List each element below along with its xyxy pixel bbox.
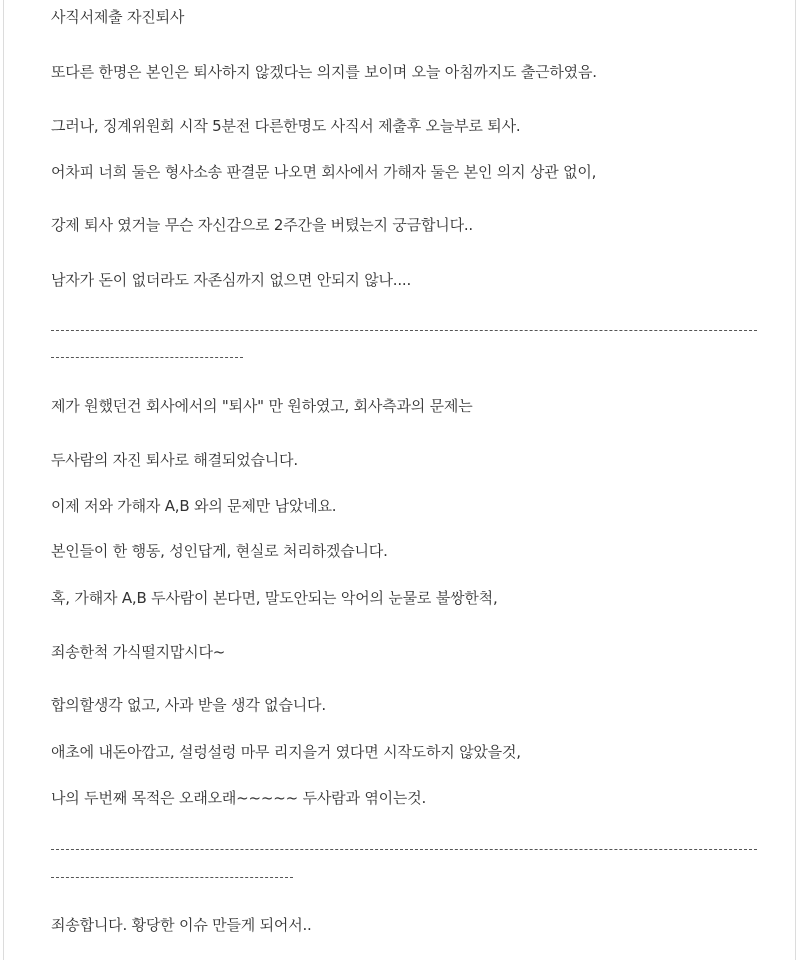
post-frame (3, 0, 796, 960)
dashed-divider (51, 357, 243, 358)
post-text-line: 합의할생각 없고, 사과 받을 생각 없습니다. (51, 696, 326, 714)
post-text-line: 죄송한척 가식떨지맙시다~ (51, 643, 226, 661)
post-text-line: 애초에 내돈아깝고, 설렁설렁 마무 리지을거 였다면 시작도하지 않았을것, (51, 743, 521, 761)
post-text-line: 본인들이 한 행동, 성인답게, 현실로 처리하겠습니다. (51, 542, 388, 560)
post-text-line: 혹, 가해자 A,B 두사람이 본다면, 말도안되는 악어의 눈물로 불쌍한척, (51, 589, 498, 607)
post-text-line: 남자가 돈이 없더라도 자존심까지 없으면 안되지 않나.... (51, 271, 412, 289)
post-text-line: 제가 원했던건 회사에서의 "퇴사" 만 원하였고, 회사측과의 문제는 (51, 397, 473, 415)
post-title-line: 사직서제출 자진퇴사 (51, 8, 185, 26)
dashed-divider (51, 877, 293, 878)
post-text-line: 또다른 한명은 본인은 퇴사하지 않겠다는 의지를 보이며 오늘 아침까지도 출근하였음. (51, 63, 597, 81)
post-text-line: 어차피 너희 둘은 형사소송 판결문 나오면 회사에서 가해자 둘은 본인 의지 상관 없이, (51, 163, 597, 181)
post-text-line: 나의 두번째 목적은 오래오래~~~~~ 두사람과 엮이는것. (51, 789, 427, 807)
post-text-line: 그러나, 징계위원회 시작 5분전 다른한명도 사직서 제출후 오늘부로 퇴사. (51, 117, 521, 135)
post-text-line: 이제 저와 가해자 A,B 와의 문제만 남았네요. (51, 497, 337, 515)
post-text-line: 죄송합니다. 황당한 이슈 만들게 되어서.. (51, 916, 312, 934)
post-text-line: 강제 퇴사 였거늘 무슨 자신감으로 2주간을 버텼는지 궁금합니다.. (51, 216, 473, 234)
dashed-divider (51, 330, 757, 331)
dashed-divider (51, 849, 757, 850)
post-text-line: 두사람의 자진 퇴사로 해결되었습니다. (51, 451, 298, 469)
